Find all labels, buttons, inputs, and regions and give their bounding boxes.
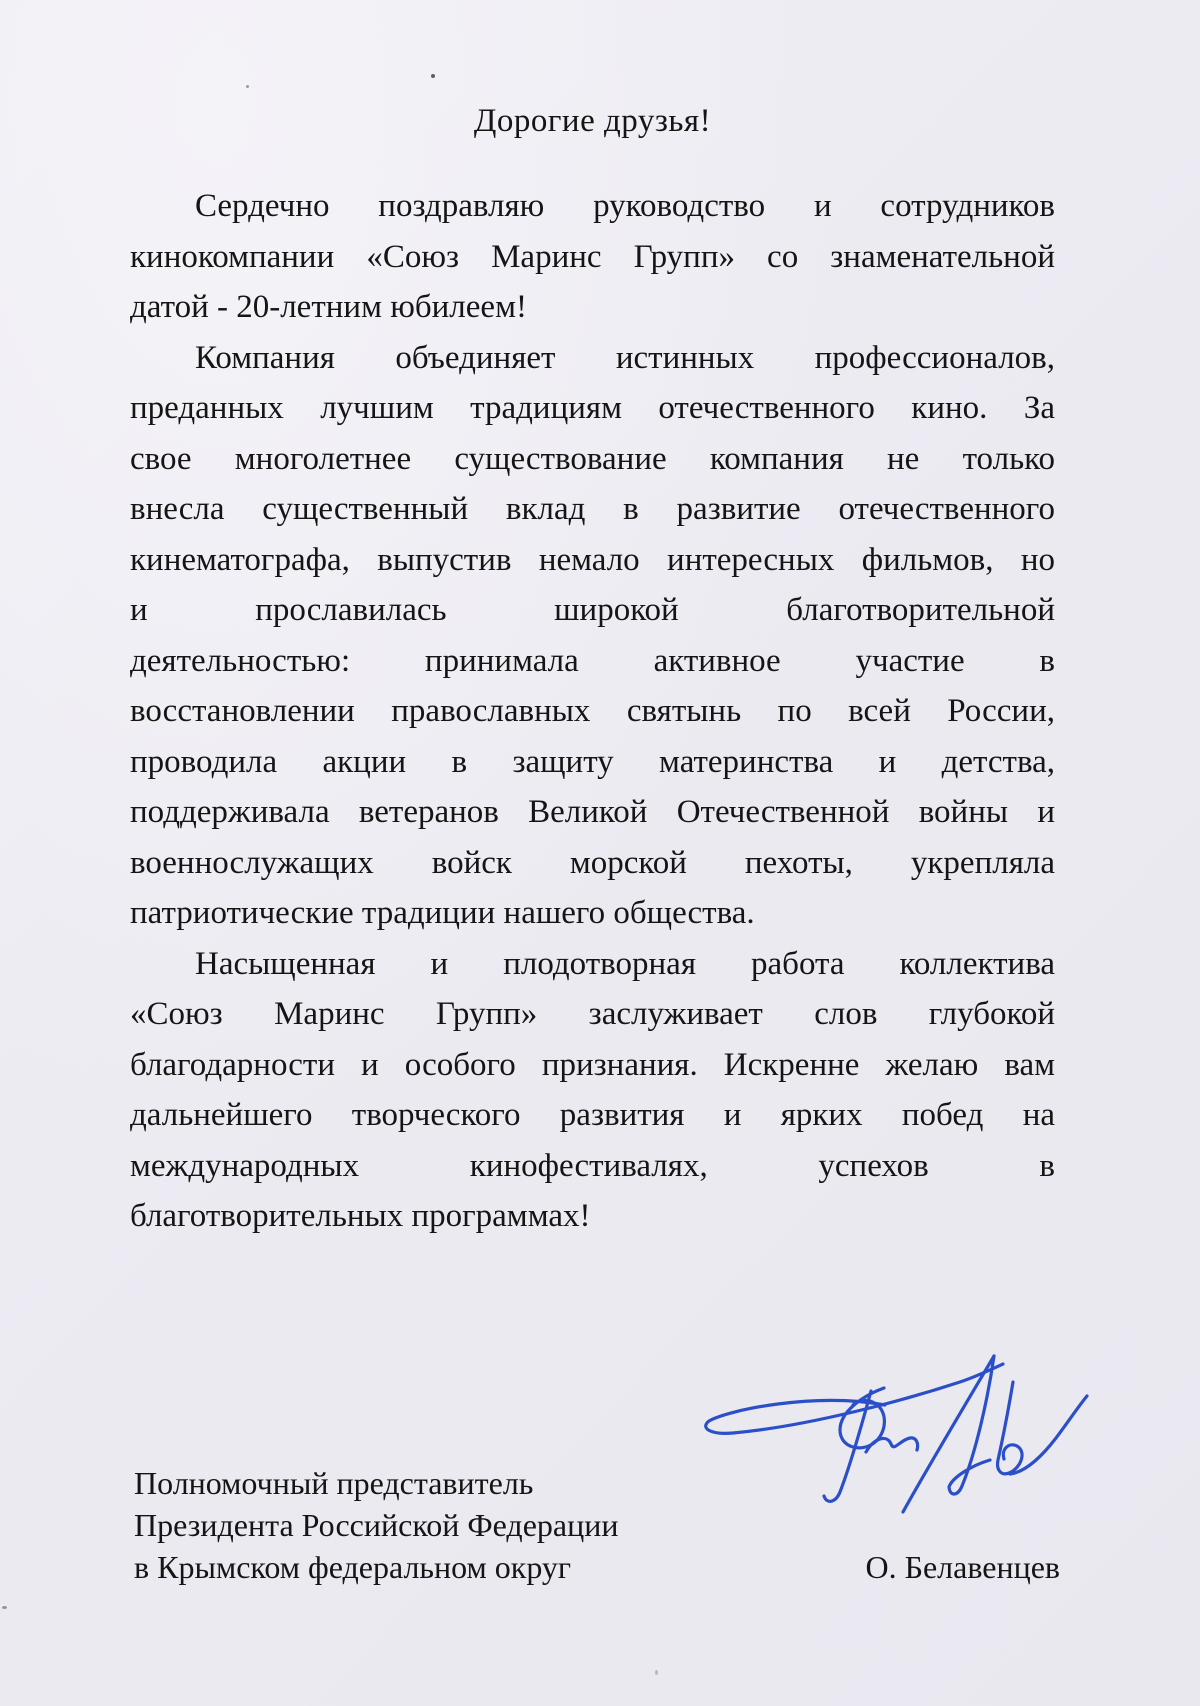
- signoff-line-2: Президента Российской Федерации: [134, 1507, 619, 1543]
- body-line: деятельностью: принимала активное участие в: [130, 642, 1055, 679]
- body-line: «Союз Маринс Групп» заслуживает слов глубокой: [130, 996, 1055, 1032]
- body-line: патриотические традиции нашего общества.: [130, 895, 755, 931]
- body-line: преданных лучшим традициям отечественного кино. За: [130, 390, 1055, 426]
- letter-title: Дорогие друзья!: [473, 103, 712, 139]
- body-line: дальнейшего творческого развития и ярких побед на: [130, 1097, 1055, 1133]
- body-line: военнослужащих войск морской пехоты, укрепляла: [130, 844, 1055, 881]
- signoff-block: [134, 1462, 774, 1588]
- scan-speck: [2, 1606, 7, 1609]
- scan-speck: [246, 85, 249, 88]
- body-line: проводила акции в защиту материнства и детства,: [130, 743, 1055, 780]
- body-line: кинокомпании «Союз Маринс Групп» со знаменательной: [130, 238, 1055, 275]
- body-line: свое многолетнее существование компания не только: [130, 440, 1055, 477]
- signoff-line-1: Полномочный представитель: [134, 1465, 534, 1501]
- letter-body: [130, 181, 1055, 1242]
- body-line: благодарности и особого признания. Искренне желаю вам: [130, 1046, 1055, 1083]
- body-line: внесла существенный вклад в развитие отечественного: [130, 491, 1055, 527]
- body-line: Сердечно поздравляю руководство и сотрудников: [195, 188, 1055, 224]
- body-line: кинематографа, выпустив немало интересных фильмов, но: [130, 541, 1055, 578]
- signoff-line-3: в Крымском федеральном округ: [134, 1549, 572, 1585]
- body-line: и прославилась широкой благотворительной: [130, 592, 1055, 628]
- signatory-name: О. Белавенцев: [865, 1549, 1060, 1585]
- body-line: Насыщенная и плодотворная работа коллектива: [195, 945, 1055, 982]
- body-line: поддерживала ветеранов Великой Отечественной войны и: [130, 794, 1055, 830]
- body-line: восстановлении православных святынь по всей России,: [130, 693, 1055, 729]
- scan-speck: [655, 1670, 658, 1675]
- scan-speck: [431, 74, 435, 78]
- body-line: Компания объединяет истинных профессионалов,: [195, 339, 1055, 376]
- body-line: международных кинофестивалях, успехов в: [130, 1147, 1055, 1184]
- body-line: датой - 20-летним юбилеем!: [130, 289, 527, 325]
- body-line: благотворительных программах!: [130, 1198, 591, 1234]
